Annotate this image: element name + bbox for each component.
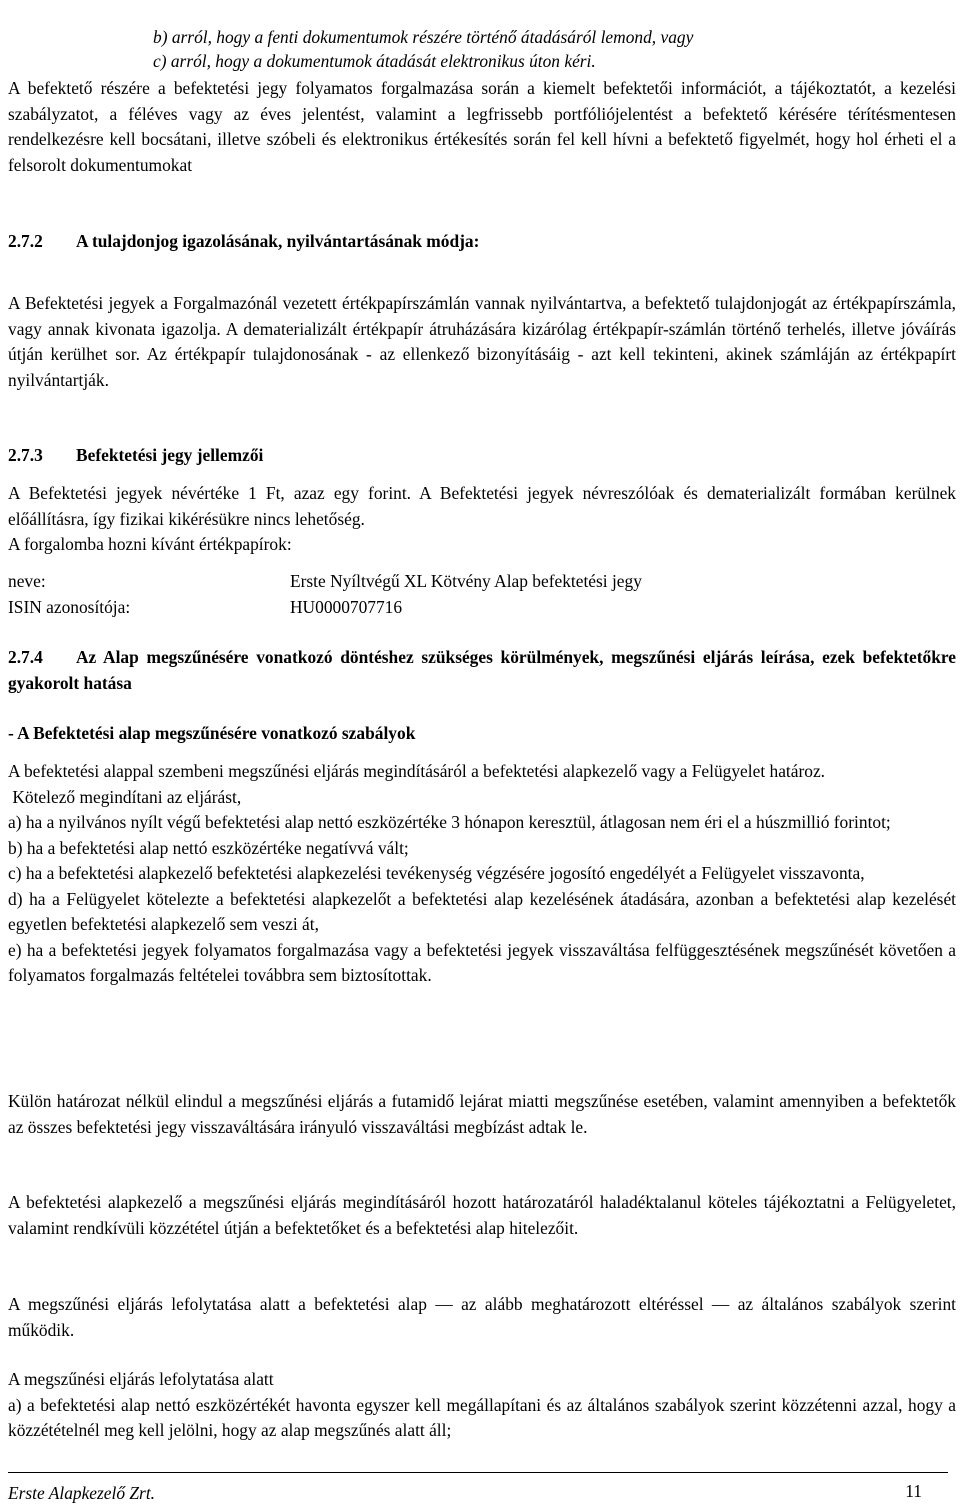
section-2-7-3-body <box>8 481 956 558</box>
security-name-value: Erste Nyíltvégű XL Kötvény Alap befektetési jegy <box>290 571 642 591</box>
intro-item-b: b) arról, hogy a fenti dokumentumok részére történő átadásáról lemond, vagy <box>153 27 694 47</box>
footer-company: Erste Alapkezelő Zrt. <box>8 1483 156 1503</box>
section-2-7-2-body <box>8 291 956 393</box>
rules-p7-text: a) a befektetési alap nettó eszközértékét havonta egyszer kell megállapítani és az általános szabályok szerint közzétenni azzal, hogy a közzétételnél meg kell jelölni, hogy az alap megszűnés alatt áll; <box>8 1394 956 1440</box>
rules-item-c: c) ha a befektetési alapkezelő befektetési alapkezelési tevékenység végzésére jogosító engedélyét a Felügyelet visszavonta, <box>8 863 865 883</box>
rules-p3 <box>8 1089 956 1140</box>
para-info-text: A befektető részére a befektetési jegy folyamatos forgalmazása során a kiemelt befektetői információt, a tájékoztatót, a kezelési szabályzatot, a féléves vagy az éves jelentést, valamint a legfrissebb portfóliójelentést a befektető kérésére térítésmentesen rendelkezésre kell bocsátani, illetve szóbeli és elektronikus értékesítés során fel kell hívni a befektető figyelmét, hogy hol érheti el a felsorolt dokumentumokat <box>8 78 956 175</box>
rules-p2: Kötelező megindítani az eljárást, <box>8 786 242 807</box>
rules-subheading: - A Befektetési alap megszűnésére vonatkozó szabályok <box>8 723 416 743</box>
rules-p5-text: A megszűnési eljárás lefolytatása alatt a befektetési alap — az alább meghatározott eltéréssel — az általános szabályok szerint működik. <box>8 1294 956 1340</box>
section-2-7-3-text: A Befektetési jegyek névértéke 1 Ft, azaz egy forint. A Befektetési jegyek névreszólóak és dematerializált formában kerülnek előállításra, így fizikai kikérésükre nincs lehetőség. <box>8 483 956 529</box>
rules-item-b: b) ha a befektetési alap nettó eszközértéke negatívvá vált; <box>8 837 409 858</box>
isin-value: HU0000707716 <box>290 597 403 617</box>
intro-item-c: c) arról, hogy a dokumentumok átadását elektronikus úton kéri. <box>153 50 596 71</box>
rules-p1: A befektetési alappal szembeni megszűnési eljárás megindításáról a befektetési alapkezelő vagy a Felügyelet határoz. <box>8 761 826 781</box>
section-2-7-2-text: A Befektetési jegyek a Forgalmazónál vezetett értékpapírszámlán vannak nyilvántartva, a befektető tulajdonjogát az értékpapírszámla, vagy annak kivonata igazolja. A dematerializált értékpapír átruházására kizárólag értékpapír-számlán történő terhelés, illetve jóváírás útján kerülhet sor. Az értékpapír tulajdonosának - az ellenkező bizonyításáig - azt kell tekinteni, akinek számláján az értékpapírt nyilvántartják. <box>8 293 956 390</box>
securities-intro: A forgalomba hozni kívánt értékpapírok: <box>8 534 292 554</box>
section-2-7-4-heading <box>8 645 956 696</box>
isin-label: ISIN azonosítója: <box>8 597 131 617</box>
rules-item-d: d) ha a Felügyelet kötelezte a befektetési alapkezelőt a befektetési alap kezelésének átadására, azonban a befektetési alap kezelését egyetlen befektetési alapkezelő sem veszi át, <box>8 888 956 934</box>
rules-p4 <box>8 1190 956 1241</box>
section-2-7-2-heading <box>8 229 956 255</box>
rules-p3-text: Külön határozat nélkül elindul a megszűnési eljárás a futamidő lejárat miatti megszűnése esetében, valamint amennyiben a befektetők az összes befektetési jegy visszaváltására irányuló visszaváltási megbízást adtak le. <box>8 1091 956 1137</box>
rules-p4-text: A befektetési alapkezelő a megszűnési eljárás megindításáról hozott határozatáról haladéktalanul köteles tájékoztatni a Felügyeletet, valamint rendkívüli közzététel útján a befektetőket és a befektetési alap hitelezőit. <box>8 1192 956 1238</box>
isin-row <box>8 595 402 621</box>
section-title: A tulajdonjog igazolásának, nyilvántartásának módja: <box>76 231 480 251</box>
security-name-row <box>8 569 642 595</box>
rules-p6-text: A megszűnési eljárás lefolytatása alatt <box>8 1369 274 1389</box>
rules-item-a: a) ha a nyilvános nyílt végű befektetési alap nettó eszközértéke 3 hónapon keresztül, átlagosan nem éri el a húszmillió forintot; <box>8 812 891 832</box>
para-info <box>8 76 956 178</box>
rules-item-e: e) ha a befektetési jegyek folyamatos forgalmazása vagy a befektetési jegyek visszaváltása felfüggesztésének megszűnését követően a folyamatos forgalmazás feltételei továbbra sem biztosítottak. <box>8 939 956 985</box>
section-title: Befektetési jegy jellemzői <box>76 445 264 465</box>
section-title: Az Alap megszűnésére vonatkozó döntéshez szükséges körülmények, megszűnési eljárás leírása, ezek befektetőkre gyakorolt hatása <box>8 647 956 693</box>
intro-list <box>153 25 693 76</box>
section-number: 2.7.4 <box>8 647 43 667</box>
rules-p5 <box>8 1292 956 1343</box>
page-number: 11 <box>905 1481 922 1501</box>
section-number: 2.7.3 <box>8 445 43 465</box>
section-2-7-3-heading <box>8 443 956 469</box>
security-name-label: neve: <box>8 571 46 591</box>
section-number: 2.7.2 <box>8 231 43 251</box>
page-footer <box>8 1472 948 1503</box>
rules-body <box>8 759 956 989</box>
rules-p6 <box>8 1367 956 1444</box>
